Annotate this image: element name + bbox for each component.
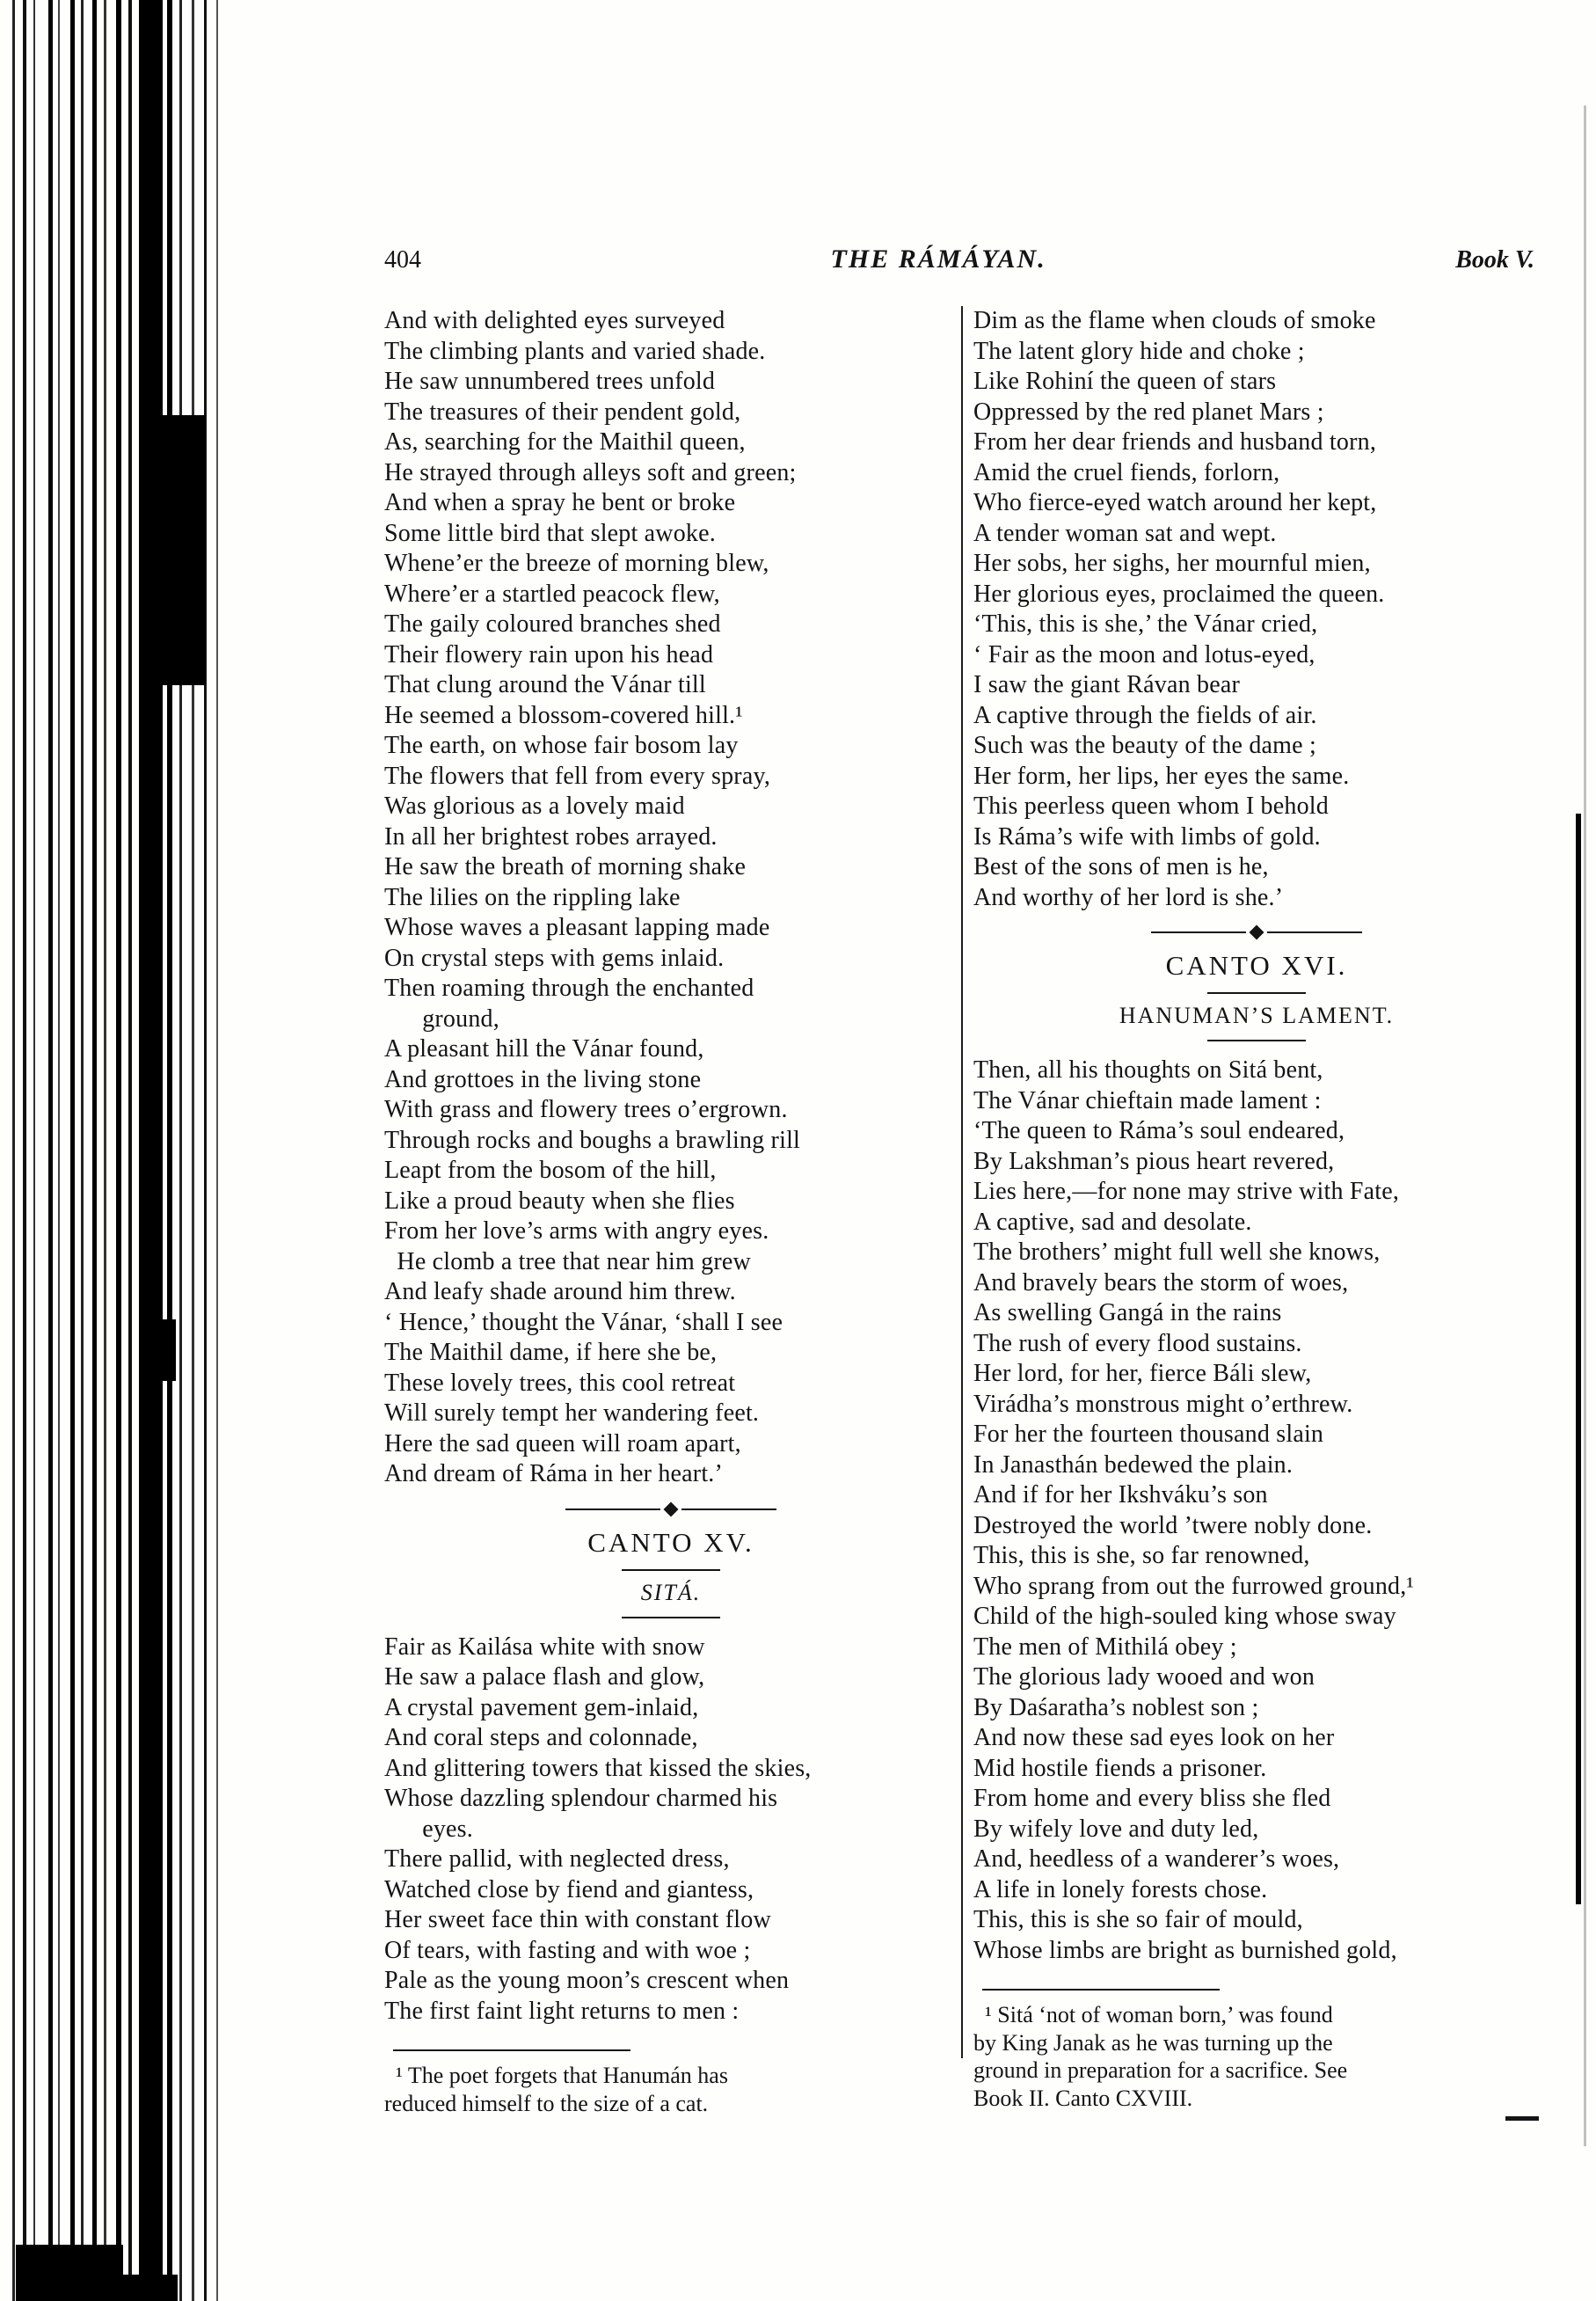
text-line: That clung around the Vánar till [384,671,706,698]
text-line: Such was the beauty of the dame ; [973,732,1316,759]
scan-artifact-blotch [142,415,206,685]
canto-xvi-heading: CANTO XVI. [1165,950,1348,981]
text-line: A captive, sad and desolate. [973,1208,1252,1236]
text-line: Her sweet face thin with constant flow [384,1906,771,1933]
book-label: Book V. [1455,246,1534,274]
text-line: The Vánar chieftain made lament : [973,1086,1322,1114]
diamond-icon [664,1501,679,1516]
text-line: And grottoes in the living stone [384,1065,702,1093]
text-line: The Maithil dame, if here she be, [384,1339,718,1366]
text-line: ¹ The poet forgets that Hanumán has [384,2063,728,2088]
text-line: I saw the giant Rávan bear [973,671,1240,698]
text-line: On crystal steps with gems inlaid. [384,944,725,972]
text-line: The earth, on whose fair bosom lay [384,732,739,759]
text-line: Book II. Canto CXVIII. [973,2085,1193,2111]
text-line: Oppressed by the red planet Mars ; [973,398,1324,426]
left-column [384,306,958,2117]
text-line: There pallid, with neglected dress, [384,1845,730,1873]
text-line: And worthy of her lord is she.’ [973,883,1284,911]
text-line: Whose waves a pleasant lapping made [384,914,770,941]
scan-artifact-right-line-faint [1584,106,1586,2146]
text-line: The lilies on the rippling lake [384,883,681,911]
text-line: From home and every bliss she fled [973,1785,1331,1812]
heading-rule [622,1617,720,1618]
text-line: ‘The queen to Ráma’s soul endeared, [973,1117,1345,1144]
footnote-rule [393,2049,630,2051]
page-title: THE RÁMÁYAN. [830,245,1046,274]
scan-artifact-gutter-stripes [0,0,225,2301]
text-line: For her the fourteen thousand slain [973,1421,1324,1448]
ornament-line [1267,931,1362,933]
text-line: Dim as the flame when clouds of smoke [973,307,1376,334]
text-line: Whose dazzling splendour charmed his [384,1785,778,1812]
text-line: The flowers that fell from every spray, [384,762,771,790]
text-line: ground in preparation for a sacrifice. See [973,2057,1348,2083]
text-line: ‘ Hence,’ thought the Vánar, ‘shall I see [384,1308,783,1336]
ornament-line [565,1508,660,1510]
text-line: As, searching for the Maithil queen, [384,428,746,456]
ornament-line [1151,931,1246,933]
text-line: Mid hostile fiends a prisoner. [973,1754,1267,1782]
heading-rule [1207,1040,1306,1041]
text-line: Leapt from the bosom of the hill, [384,1157,717,1184]
text-line: And now these sad eyes look on her [973,1724,1335,1751]
scan-artifact-blotch [141,1319,176,1381]
text-line: Who sprang from out the furrowed ground,¹ [973,1572,1415,1600]
text-line: Of tears, with fasting and with woe ; [384,1936,751,1964]
right-column [973,306,1540,2112]
text-line: Some little bird that slept awoke. [384,519,716,547]
text-line: The latent glory hide and choke ; [973,337,1305,365]
canto-xvi-subheading: HANUMAN’S LAMENT. [1119,1003,1395,1028]
footnote-rule [982,1989,1220,1991]
text-line: Her sobs, her sighs, her mournful mien, [973,550,1371,577]
text-line: He strayed through alleys soft and green; [384,458,797,486]
text-line: A pleasant hill the Vánar found, [384,1035,704,1063]
text-line: Pale as the young moon’s crescent when [384,1967,790,1994]
text-line: Best of the sons of men is he, [973,853,1269,880]
running-header [384,245,1534,274]
text-line: As swelling Gangá in the rains [973,1299,1282,1326]
canto-xv-heading: CANTO XV. [587,1526,754,1558]
text-line: Is Ráma’s wife with limbs of gold. [973,822,1321,851]
text-line: He clomb a tree that near him grew [384,1247,751,1275]
footnote-right [973,2001,1540,2112]
text-line: The treasures of their pendent gold, [384,398,741,426]
text-line: Her form, her lips, her eyes the same. [973,762,1350,790]
text-line: reduced himself to the size of a cat. [384,2090,709,2116]
text-line: Then, all his thoughts on Sitá bent, [973,1056,1323,1084]
heading-rule [1207,992,1306,994]
text-line: A captive through the fields of air. [973,701,1317,729]
text-line: A tender woman sat and wept. [973,519,1277,547]
text-line: Was glorious as a lovely maid [384,793,685,820]
text-line: And coral steps and colonnade, [384,1724,698,1751]
text-line: He seemed a blossom-covered hill.¹ [384,701,743,729]
text-line: This peerless queen whom I behold [973,793,1329,820]
text-line: The first faint light returns to men : [384,1997,740,2025]
text-line: Her glorious eyes, proclaimed the queen. [973,580,1385,608]
text-line: Whose limbs are bright as burnished gold, [973,1936,1397,1964]
text-line: The climbing plants and varied shade. [384,337,766,365]
text-line: He saw a palace flash and glow, [384,1663,705,1691]
text-line: Fair as Kailása white with snow [384,1633,705,1661]
text-line: Amid the cruel fiends, forlorn, [973,458,1280,486]
text-line: Will surely tempt her wandering feet. [384,1399,760,1427]
text-line: In Janasthán bedewed the plain. [973,1450,1294,1479]
text-line: And bravely bears the storm of woes, [973,1268,1349,1297]
text-line: Their flowery rain upon his head [384,640,714,668]
text-line: These lovely trees, this cool retreat [384,1369,736,1397]
heading-rule [622,1569,720,1571]
text-line: ground, [384,1004,499,1033]
text-line: From her dear friends and husband torn, [973,428,1377,456]
text-line: The men of Mithilá obey ; [973,1633,1237,1661]
text-line: By Daśaratha’s noblest son ; [973,1693,1259,1721]
text-line: Child of the high-souled king whose sway [973,1603,1396,1630]
scan-artifact-right-line [1576,814,1581,1904]
text-line: Then roaming through the enchanted [384,975,754,1002]
text-line: Whene’er the breeze of morning blew, [384,550,769,577]
text-line: And leafy shade around him threw. [384,1278,736,1305]
column-divider [961,306,963,2058]
text-line: A life in lonely forests chose. [973,1875,1268,1903]
text-line: By Lakshman’s pious heart revered, [973,1147,1335,1175]
text-line: ¹ Sitá ‘not of woman born,’ was found [973,2002,1333,2027]
poem-canto15-continued [973,306,1540,913]
text-line: Virádha’s monstrous might o’erthrew. [973,1390,1353,1418]
poem-canto14-end [384,306,958,1490]
text-line: The brothers’ might full well she knows, [973,1238,1381,1266]
text-line: By wifely love and duty led, [973,1815,1259,1843]
text-line: And when a spray he bent or broke [384,489,736,516]
text-line: And dream of Ráma in her heart.’ [384,1460,724,1487]
text-line: Where’er a startled peacock flew, [384,580,720,608]
text-line: ‘This, this is she,’ the Vánar cried, [973,610,1318,638]
poem-canto16 [973,1056,1540,1966]
text-line: Like Rohiní the queen of stars [973,368,1277,395]
text-line: Who fierce-eyed watch around her kept, [973,489,1377,516]
text-line: He saw the breath of morning shake [384,853,747,880]
text-line: And if for her Ikshváku’s son [973,1481,1268,1508]
text-line: Destroyed the world ’twere nobly done. [973,1511,1373,1539]
page-number: 404 [384,246,421,274]
diamond-ornament [1151,927,1362,938]
text-line: This, this is she, so far renowned, [973,1542,1310,1569]
diamond-ornament [565,1504,776,1515]
text-line: A crystal pavement gem-inlaid, [384,1693,699,1721]
text-line: From her love’s arms with angry eyes. [384,1217,769,1245]
text-line: And with delighted eyes surveyed [384,307,725,334]
text-line: And glittering towers that kissed the skies, [384,1754,812,1782]
text-line: And, heedless of a wanderer’s woes, [973,1845,1340,1873]
text-line: Lies here,—for none may strive with Fate, [973,1178,1400,1205]
text-line: Here the sad queen will roam apart, [384,1429,741,1457]
text-line: In all her brightest robes arrayed. [384,822,718,851]
text-line: Watched close by fiend and giantess, [384,1875,754,1903]
text-line: The glorious lady wooed and won [973,1663,1315,1691]
scan-artifact-blotch [16,2245,123,2301]
text-line: by King Janak as he was turning up the [973,2029,1333,2056]
text-line: Through rocks and boughs a brawling rill [384,1126,801,1154]
text-line: Her lord, for her, fierce Báli slew, [973,1360,1312,1387]
canto-xv-subheading: SITÁ. [640,1579,702,1605]
text-line: The gaily coloured branches shed [384,610,721,638]
text-line: He saw unnumbered trees unfold [384,368,716,395]
scan-artifact-blotch [123,2275,178,2301]
diamond-icon [1250,925,1264,940]
stray-mark [1505,2116,1539,2121]
text-line: The rush of every flood sustains. [973,1329,1302,1357]
text-line: Like a proud beauty when she flies [384,1187,735,1215]
text-line: eyes. [384,1815,473,1843]
poem-canto15 [384,1633,958,2027]
text-line: ‘ Fair as the moon and lotus-eyed, [973,640,1315,668]
text-line: This, this is she so fair of mould, [973,1906,1303,1933]
footnote-left [384,2062,958,2117]
ornament-line [681,1508,776,1510]
text-line: With grass and flowery trees o’ergrown. [384,1096,788,1123]
